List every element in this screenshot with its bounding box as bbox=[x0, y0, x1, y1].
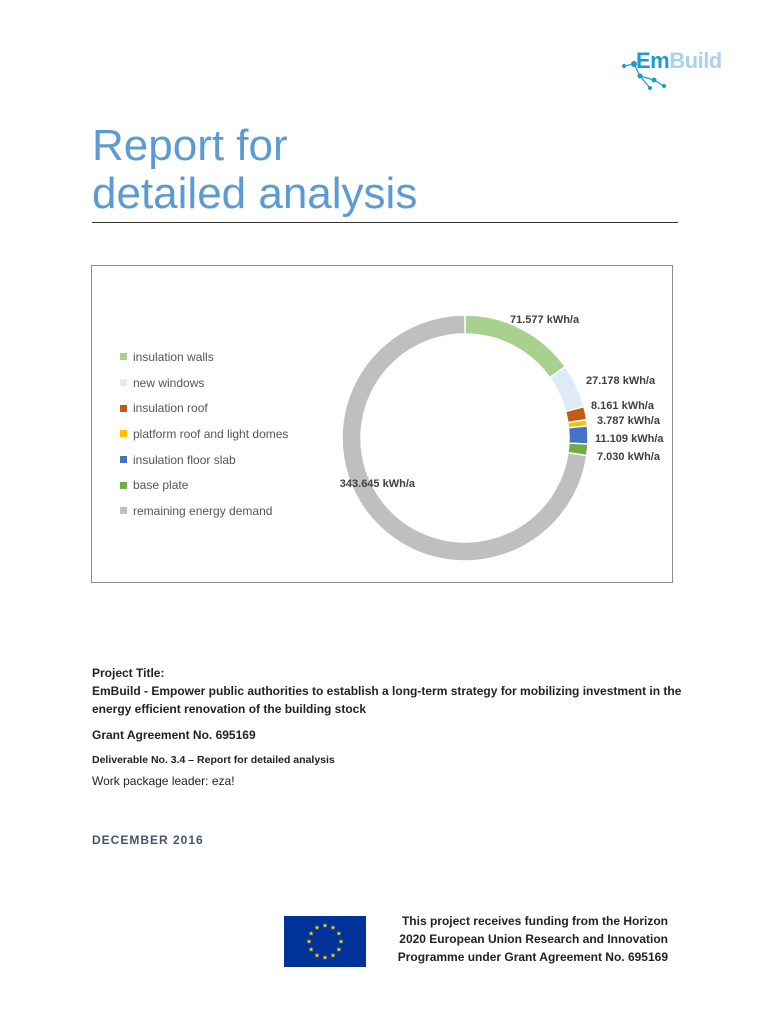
data-label: 71.577 kWh/a bbox=[510, 314, 580, 326]
donut-chart bbox=[92, 266, 672, 582]
data-label: 3.787 kWh/a bbox=[597, 415, 660, 427]
logo-em: Em bbox=[636, 48, 670, 73]
report-title bbox=[92, 122, 417, 218]
logo-wordmark bbox=[636, 48, 722, 74]
legend-label: base plate bbox=[133, 478, 189, 493]
grant-agreement: Grant Agreement No. 695169 bbox=[92, 728, 256, 742]
donut-chart-figure bbox=[91, 265, 673, 583]
work-package-leader: Work package leader: eza! bbox=[92, 774, 235, 788]
funding-line-1: This project receives funding from the Horizon bbox=[401, 914, 668, 928]
donut-slice bbox=[568, 426, 588, 444]
funding-line-2: 2020 European Union Research and Innovation bbox=[399, 932, 668, 946]
project-description: EmBuild - Empower public authorities to establish a long-term strategy for mobilizing investment in the energy efficient renovation of the building stock bbox=[92, 684, 682, 716]
data-label: 343.645 kWh/a bbox=[339, 478, 415, 490]
deliverable-number: Deliverable No. 3.4 – Report for detailed analysis bbox=[92, 754, 335, 766]
report-date: DECEMBER 2016 bbox=[92, 833, 204, 847]
logo-build: Build bbox=[669, 48, 722, 73]
legend-label: new windows bbox=[133, 375, 205, 390]
donut-slice bbox=[550, 367, 584, 412]
legend-label: insulation roof bbox=[133, 401, 208, 416]
legend-label: insulation floor slab bbox=[133, 452, 236, 467]
data-label: 11.109 kWh/a bbox=[595, 433, 664, 445]
eu-flag-icon bbox=[284, 916, 366, 967]
title-divider bbox=[92, 222, 678, 223]
project-info bbox=[92, 666, 682, 788]
funding-statement bbox=[378, 912, 668, 966]
data-label: 27.178 kWh/a bbox=[586, 375, 656, 387]
legend-label: insulation walls bbox=[133, 349, 214, 364]
title-line-2: detailed analysis bbox=[92, 169, 418, 218]
legend-label: platform roof and light domes bbox=[133, 426, 289, 441]
data-label: 8.161 kWh/a bbox=[591, 400, 654, 412]
legend-label: remaining energy demand bbox=[133, 503, 273, 518]
title-line-1: Report for bbox=[92, 121, 288, 170]
data-label: 7.030 kWh/a bbox=[597, 451, 660, 463]
funding-line-3: Programme under Grant Agreement No. 695169 bbox=[397, 950, 668, 964]
project-title-label: Project Title: bbox=[92, 666, 165, 680]
